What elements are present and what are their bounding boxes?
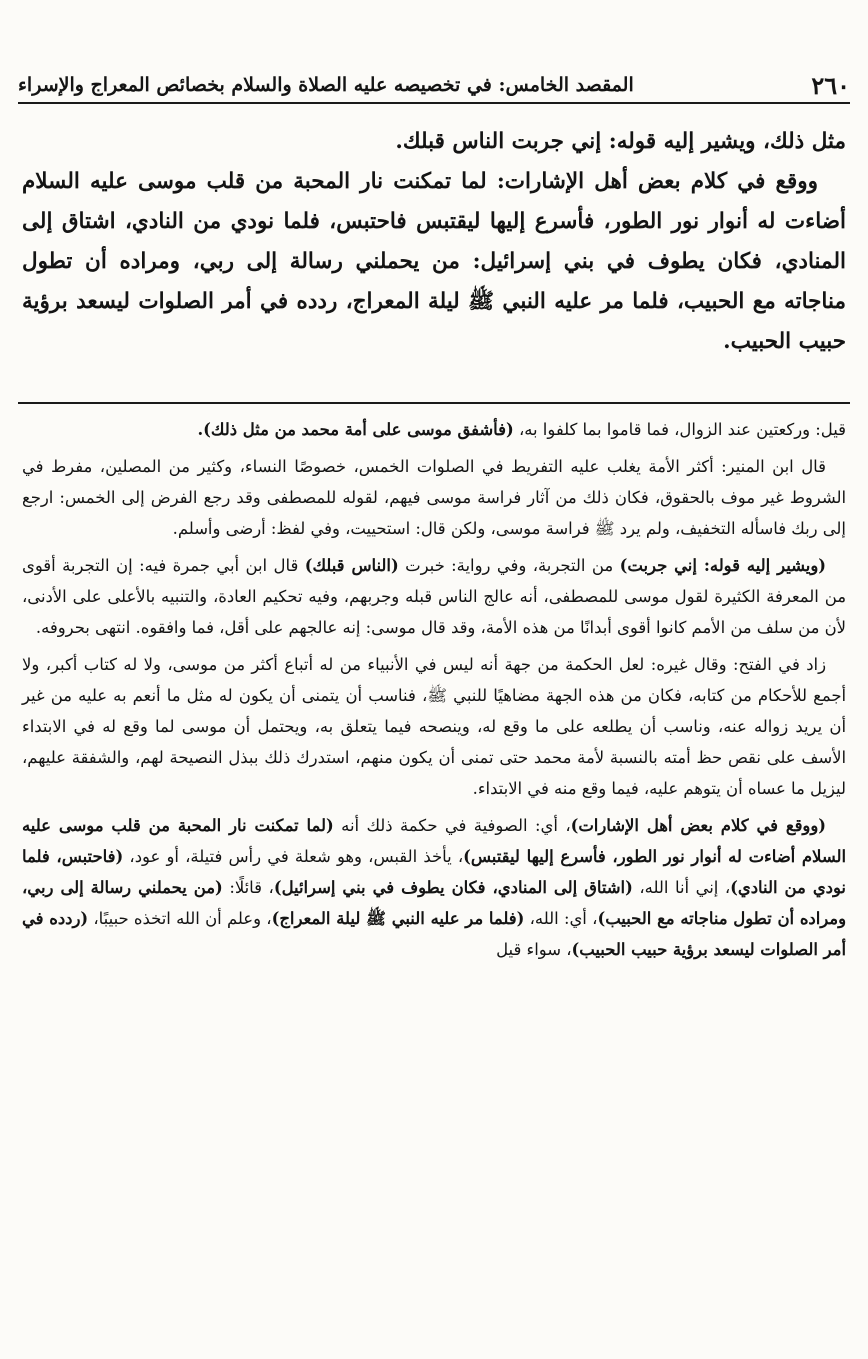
quoted-matn-segment: (ووقع في كلام بعض أهل الإشارات) — [570, 816, 827, 835]
main-text-line: مثل ذلك، ويشير إليه قوله: إني جربت الناس قبلك. — [395, 129, 846, 154]
commentary-segment: قال ابن أبي جمرة فيه: إن التجربة أقوى من المعرفة الكثيرة لقول موسى للمصطفى، أنه عالج الناس قبله وجربهم، وفيه تحكيم العادة، والتنبيه بالأعلى على الأدنى، لأن من سلف من الأمم كانوا أقوى أبدانًا من هذه الأمة، وقد قال موسى: إنه عالجهم على أقل، فما وافقوه. انتهى بحروفه. — [22, 556, 846, 637]
running-title: المقصد الخامس: في تخصيصه عليه الصلاة والسلام بخصائص المعراج والإسراء — [18, 74, 634, 96]
commentary-segment: من التجربة، وفي رواية: خبرت — [398, 556, 620, 575]
commentary-segment: ، يأخذ القبس، وهو شعلة في رأس فتيلة، أو عود، — [123, 847, 464, 866]
main-text-paragraph: ووقع في كلام بعض أهل الإشارات: لما تمكنت نار المحبة من قلب موسى عليه السلام أضاءت له أنوار نور الطور، فأسرع إليها ليقتبس فاحتبس، فلما نودي من النادي، اشتاق إلى المنادي، فكان يطوف في بني إسرائيل: من يحملني رسالة إلى ربي، ومراده أن تطول مناجاته مع الحبيب، فلما مر عليه النبي ﷺ ليلة المعراج، ردده في أمر الصلوات ليسعد برؤية حبيب الحبيب. — [22, 169, 846, 354]
commentary-segment: ، وعلم أن الله اتخذه حبيبًا، — [88, 909, 272, 928]
quoted-matn-segment: (اشتاق إلى المنادي، فكان يطوف في بني إسرائيل) — [273, 878, 633, 897]
commentary-segment: قيل: وركعتين عند الزوال، فما قاموا بما كلفوا به، — [513, 420, 846, 439]
commentary-segment: زاد في الفتح: وقال غيره: لعل الحكمة من جهة أنه ليس في الأنبياء من له أتباع أكثر من موسى، ولا له كتاب أكبر، ولا أجمع للأحكام من كتابه، فكان من هذه الجهة مضاهيًا للنبي ﷺ، فناسب أن يتمنى أن يكون له مثل ما أنعم به عليه من غير أن يريد زواله عنه، وناسب أن يطلعه على ما وقع له، وينصحه فيما يتعلق به، ويحتمل أن موسى لما وقع له في الابتداء الأسف على نقص حظ أمته بالنسبة لأمة محمد حتى تمنى أن يكون منهم، استدرك ذلك ببذل النصيحة لهم، والشفقة عليهم، ليزيل ما عساه أن يتوهم عليه، فيما وقع منه في الابتداء. — [22, 655, 846, 798]
page-number: ٢٦٠ — [811, 70, 850, 100]
quoted-matn-segment: (الناس قبلك) — [304, 556, 399, 575]
commentary-segment: ، أي: الله، — [524, 909, 598, 928]
commentary-paragraph — [22, 810, 846, 965]
quoted-matn-segment: (فاحتبس، فلما نودي من النادي) — [22, 847, 846, 897]
quoted-matn-segment: (من يحملني رسالة إلى ربي، ومراده أن تطول مناجاته مع الحبيب) — [22, 878, 846, 928]
quoted-matn-segment: (ويشير إليه قوله: إني جربت) — [619, 556, 826, 575]
commentary-text — [22, 414, 846, 971]
commentary-segment: ، سواء قيل — [496, 940, 572, 959]
quoted-matn-segment: (ردده في أمر الصلوات ليسعد برؤية حبيب الحبيب) — [22, 909, 846, 959]
commentary-segment: ، أي: الصوفية في حكمة ذلك أنه — [333, 816, 571, 835]
running-header — [18, 68, 850, 104]
commentary-paragraph — [22, 414, 846, 445]
commentary-segment: ، قائلًا: — [222, 878, 274, 897]
commentary-segment: ، إني أنا الله، — [632, 878, 731, 897]
quoted-matn-segment: (لما تمكنت نار المحبة من قلب موسى عليه السلام أضاءت له أنوار نور الطور، فأسرع إليها ليقتبس) — [22, 816, 847, 866]
section-divider — [18, 402, 850, 404]
commentary-paragraph — [22, 451, 846, 544]
quoted-matn-segment: (فلما مر عليه النبي ﷺ ليلة المعراج) — [271, 909, 525, 928]
commentary-segment: قال ابن المنير: أكثر الأمة يغلب عليه التفريط في الصلوات الخمس، خصوصًا النساء، وكثير من المصلين، مفرط في الشروط غير موف بالحقوق، فكان ذلك من آثار فراسة موسى فيهم، لقوله للمصطفى وقد رجع الفرض إلى الخمس: ارجع إلى ربك فاسأله التخفيف، ولم يرد ﷺ فراسة موسى، ولكن قال: استحييت، وفي لفظ: أرضى وأسلم. — [22, 457, 846, 538]
commentary-paragraph — [22, 649, 846, 804]
main-text — [22, 122, 846, 362]
quoted-matn-segment: (فأشفق موسى على أمة محمد من مثل ذلك). — [197, 420, 514, 439]
commentary-paragraph — [22, 550, 846, 643]
